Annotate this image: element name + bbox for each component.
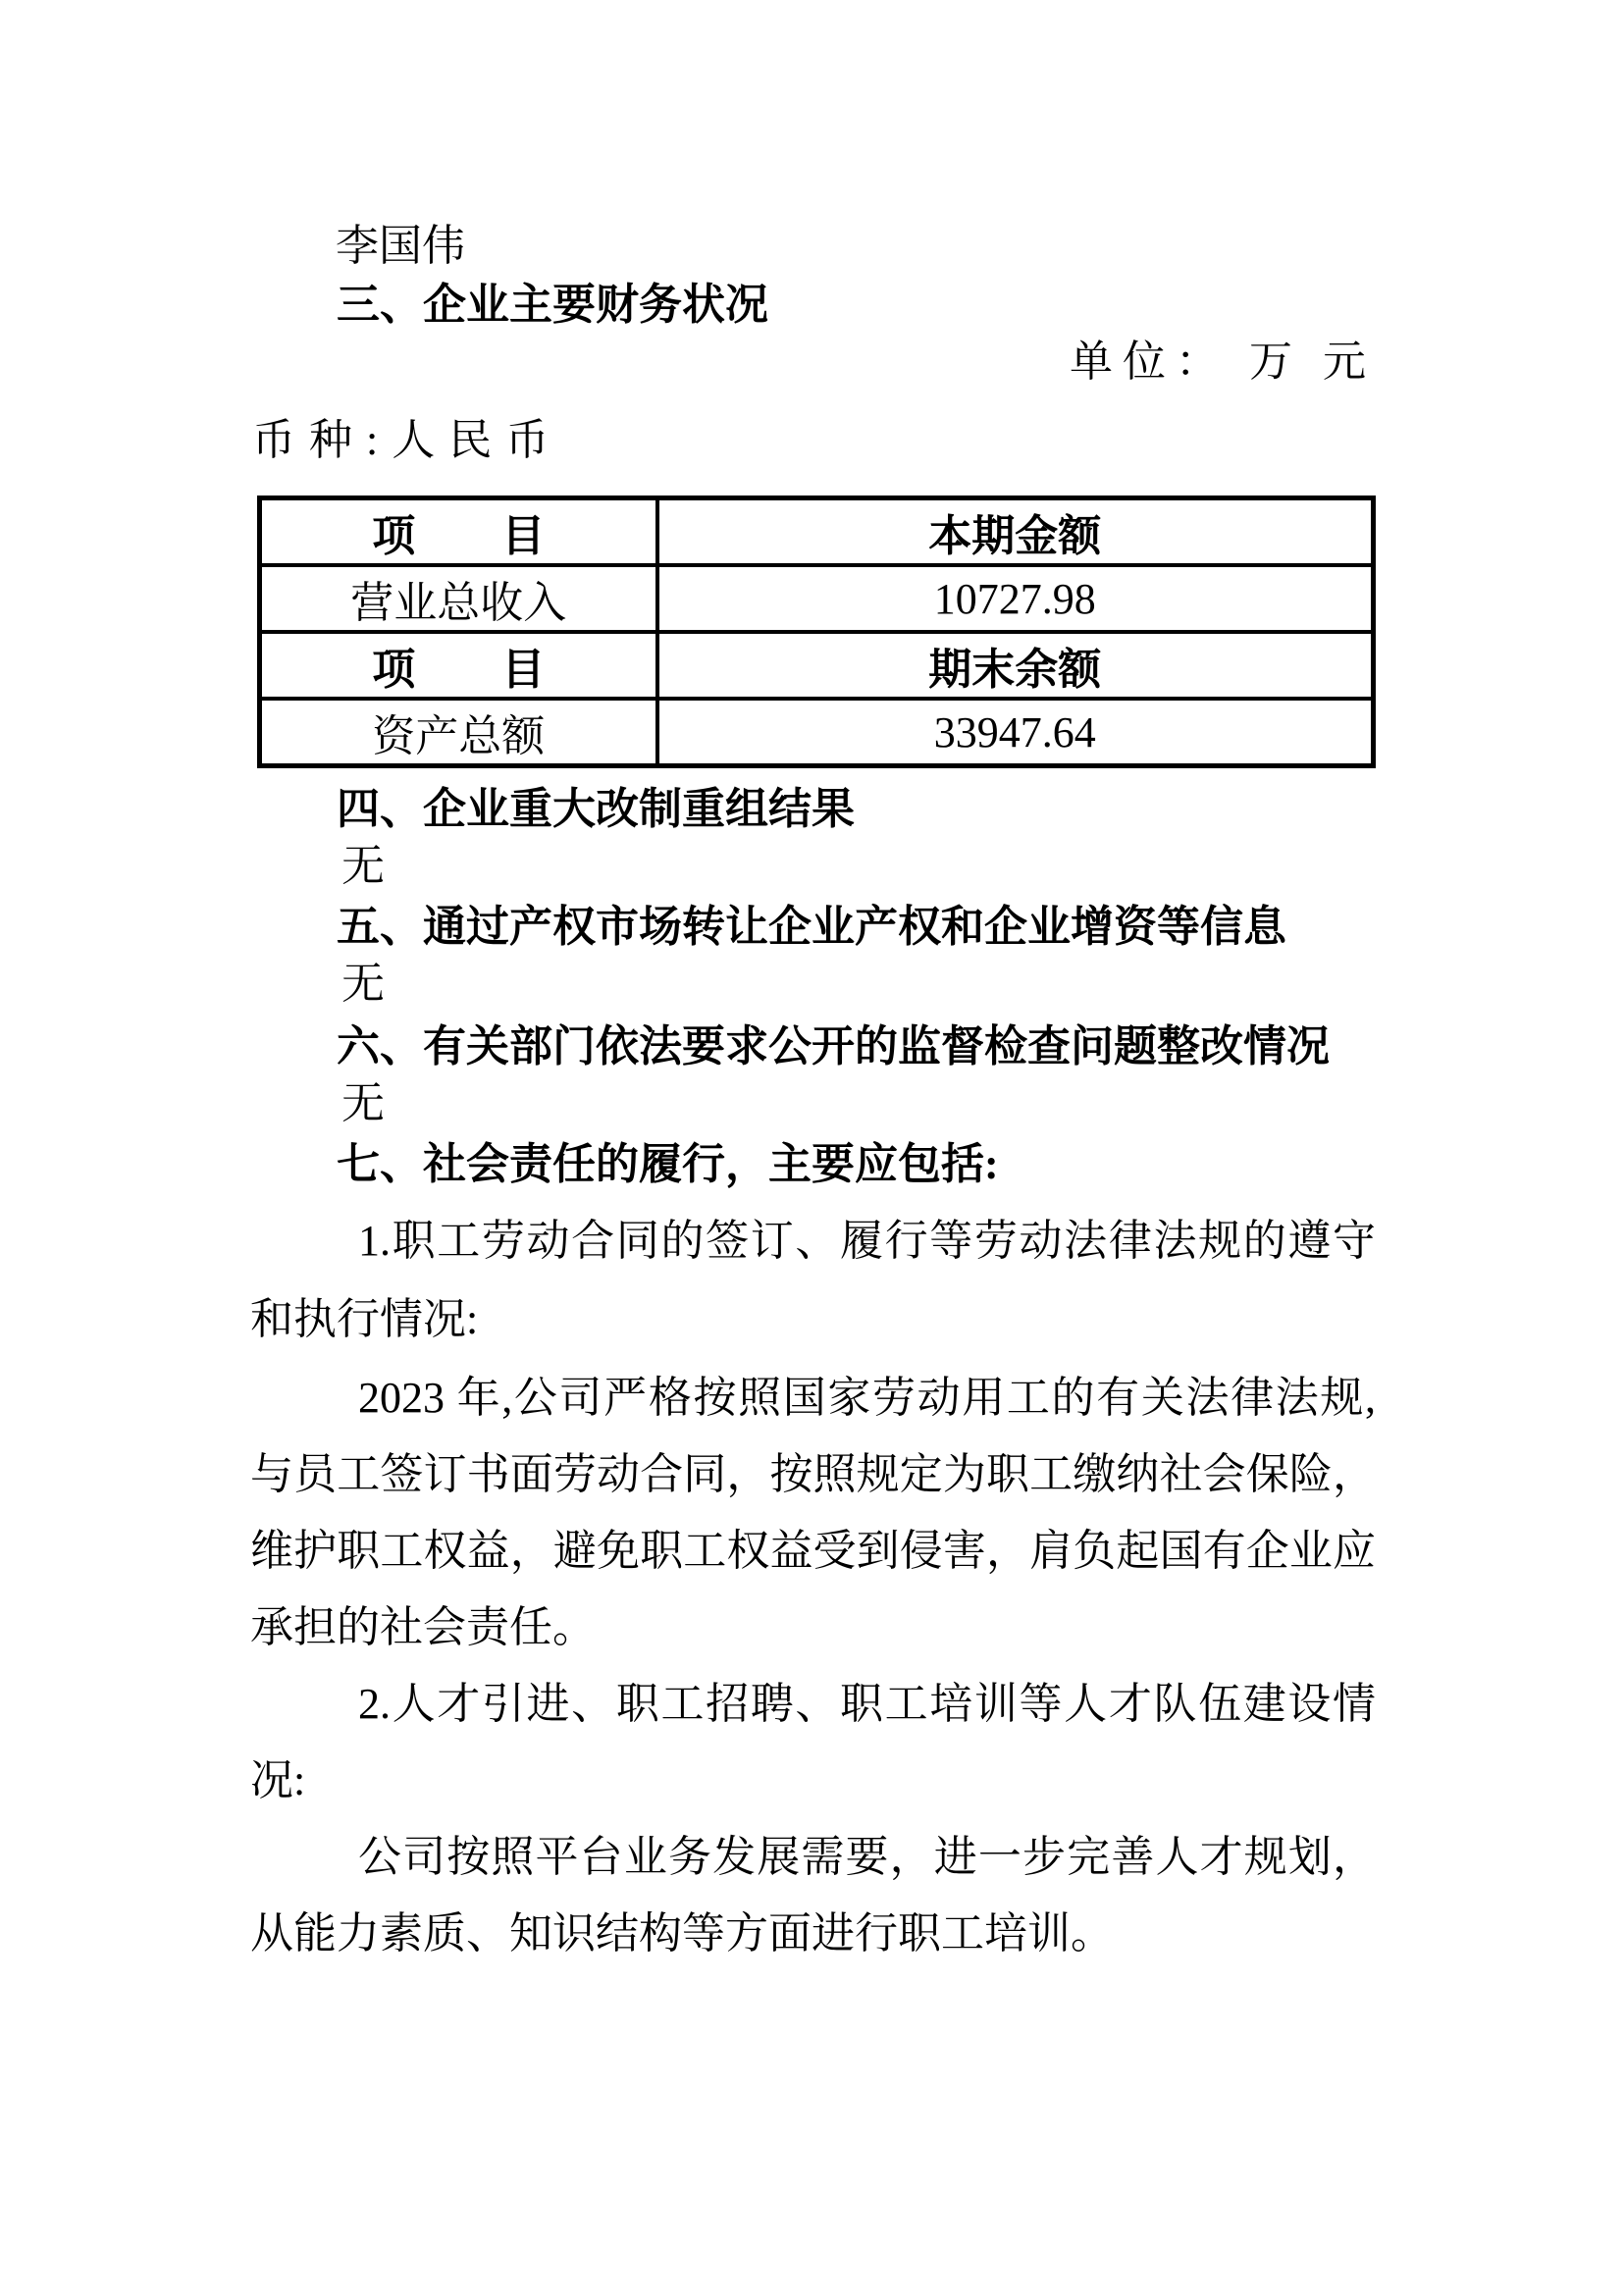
section7-heading: 七、社会责任的履行，主要应包括: <box>337 1140 999 1188</box>
table-row <box>260 699 1374 766</box>
table-cell-total-revenue-label: 营业总收入 <box>260 565 657 632</box>
currency-note: 币种:人民币 <box>252 416 563 464</box>
section4-content: 无 <box>341 842 385 890</box>
table-row <box>260 632 1374 699</box>
body-text-line: 与员工签订书面劳动合同，按照规定为职工缴纳社会保险， <box>250 1450 1376 1498</box>
section5-content: 无 <box>341 960 385 1008</box>
table-header-item-2: 项 目 <box>260 632 657 699</box>
unit-note: 单位： 万 元 <box>1070 338 1376 386</box>
section5-heading: 五、通过产权市场转让企业产权和企业增资等信息 <box>337 903 1286 951</box>
body-text-line: 2023 年,公司严格按照国家劳动用工的有关法律法规, <box>358 1374 1376 1422</box>
section6-heading: 六、有关部门依法要求公开的监督检查问题整改情况 <box>337 1022 1330 1070</box>
body-text-line: 1.职工劳动合同的签订、履行等劳动法律法规的遵守 <box>358 1217 1376 1265</box>
body-text-line: 况: <box>250 1756 306 1804</box>
section3-heading: 三、企业主要财务状况 <box>337 281 768 329</box>
table-row <box>260 565 1374 632</box>
table-header-item-1: 项 目 <box>260 498 657 566</box>
body-text-line: 承担的社会责任。 <box>250 1603 596 1651</box>
table-row <box>260 498 1374 566</box>
body-text-line: 公司按照平台业务发展需要，进一步完善人才规划， <box>358 1833 1376 1881</box>
financial-table <box>257 496 1376 768</box>
table-header-current-amount: 本期金额 <box>657 498 1374 566</box>
table-header-ending-balance: 期末余额 <box>657 632 1374 699</box>
body-text-line: 和执行情况: <box>250 1295 479 1343</box>
body-text-line: 2.人才引进、职工招聘、职工培训等人才队伍建设情 <box>358 1680 1376 1728</box>
table-cell-total-assets-label: 资产总额 <box>260 699 657 766</box>
body-text-line: 从能力素质、知识结构等方面进行职工培训。 <box>250 1909 1114 1957</box>
section6-content: 无 <box>341 1079 385 1127</box>
table-cell-total-assets-value: 33947.64 <box>657 699 1374 766</box>
table-cell-total-revenue-value: 10727.98 <box>657 565 1374 632</box>
signer-name: 李国伟 <box>336 222 465 270</box>
section4-heading: 四、企业重大改制重组结果 <box>337 785 855 833</box>
body-text-line: 维护职工权益，避免职工权益受到侵害，肩负起国有企业应 <box>250 1527 1376 1575</box>
